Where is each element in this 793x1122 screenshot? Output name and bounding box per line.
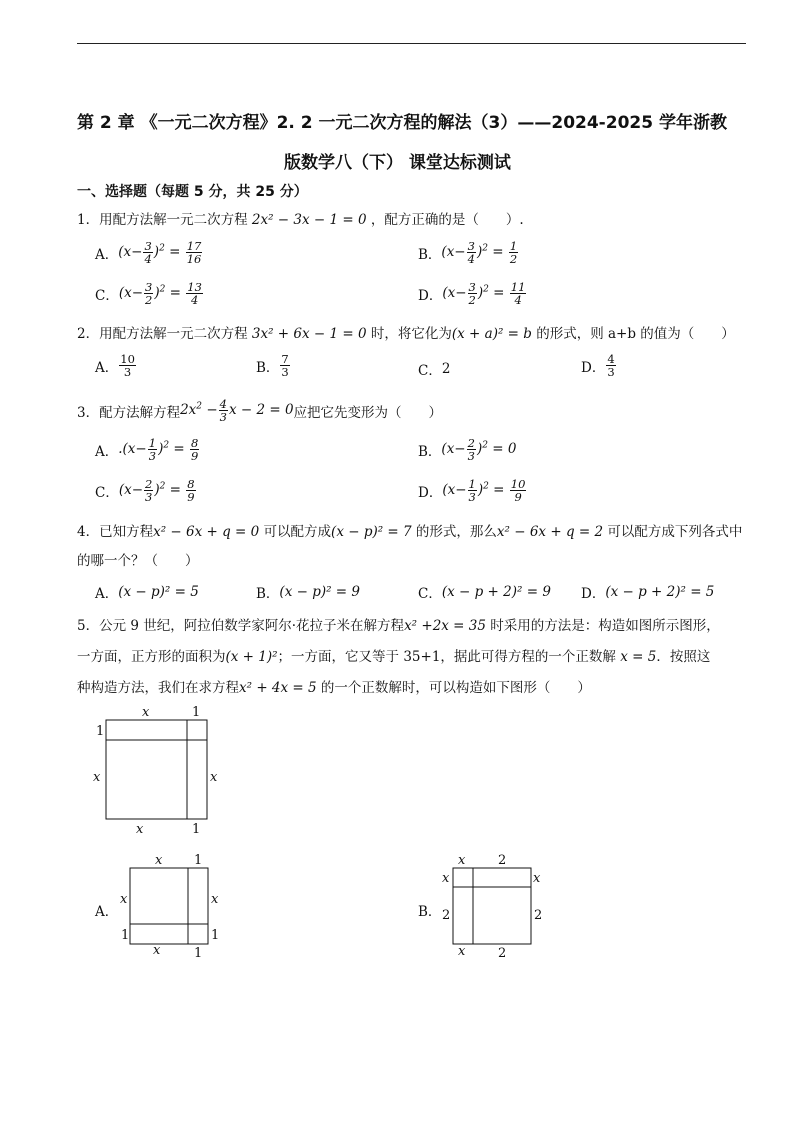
label-1-bottom: 1: [192, 822, 201, 837]
option-label: A．: [95, 904, 119, 920]
label-2-right: 2: [534, 908, 543, 923]
question-text: 的一个正数解时，可以构造如下图形（ ）: [316, 680, 591, 696]
question-text: 已知方程: [99, 524, 154, 540]
option-expression: (x − p)² = 9: [279, 584, 360, 600]
equation: (x + 1)²: [225, 649, 278, 665]
question-text: 配方法解方程: [99, 404, 181, 421]
label-2-left: 2: [442, 908, 451, 923]
question-text: 应把它先变形为（ ）: [293, 404, 443, 421]
question-number: 3．: [77, 404, 100, 421]
label-1-bottom: 1: [194, 946, 203, 961]
question-text: 用配方法解一元二次方程: [99, 212, 252, 228]
question-text: 公元 9 世纪，阿拉伯数学家阿尔·花拉子米在解方程: [99, 618, 405, 634]
question-text: ，配方正确的是（ ）.: [366, 212, 524, 228]
question-number: 1．: [77, 212, 100, 228]
question-3-option-b[interactable]: [418, 437, 516, 462]
label-1-top: 1: [192, 705, 201, 720]
label-x-top: x: [142, 705, 150, 720]
equation: 2x² − 3x − 1 = 0: [251, 212, 367, 228]
option-expression: (x− $\frac{3}{4}$ )$^2$ = $\frac{17}{16}$: [118, 239, 202, 266]
page-title-line1: 第 2 章 《一元二次方程》2. 2 一元二次方程的解法（3）——2024-2025 学年浙教: [77, 113, 727, 133]
option-label: D．: [581, 586, 606, 602]
question-number: 5．: [77, 618, 100, 634]
label-2-top: 2: [498, 853, 507, 868]
option-label: A．: [95, 443, 119, 460]
option-expression: (x− $\frac{2}{3}$ )$^2$ = 0: [441, 436, 517, 463]
header-rule: [77, 43, 746, 44]
option-expression: $\frac{7}{3}$: [281, 352, 289, 379]
option-expression: (x− $\frac{3}{2}$ )$^2$ = $\frac{11}{4}$: [442, 280, 526, 307]
target-form: (x + a)² = b: [451, 326, 532, 342]
option-expression: (x− $\frac{3}{2}$ )$^2$ = $\frac{13}{4}$: [118, 280, 202, 307]
question-1-option-a[interactable]: [95, 240, 203, 265]
option-expression: (x− $\frac{3}{4}$ )$^2$ = $\frac{1}{2}$: [441, 239, 518, 266]
question-number: 4．: [77, 524, 100, 540]
question-1-option-d[interactable]: [418, 281, 527, 306]
question-3-option-a[interactable]: [95, 437, 200, 462]
question-text: 的形式，则 a+b 的值为（ ）: [531, 326, 735, 342]
question-1-option-b[interactable]: [418, 240, 519, 265]
option-label: C．: [95, 287, 119, 304]
option-expression: $\frac{4}{3}$: [607, 352, 615, 379]
question-text: 一方面，正方形的面积为: [77, 649, 226, 665]
option-a-figure: [115, 851, 225, 961]
outer-square: [453, 868, 531, 944]
target-form: (x − p)² = 7: [331, 524, 412, 540]
question-3-option-d[interactable]: [418, 478, 527, 503]
option-expression: (x − p)² = 5: [118, 584, 199, 600]
question-2-option-b[interactable]: [256, 353, 291, 378]
question-3-stem: [77, 398, 442, 423]
option-label: D．: [418, 287, 443, 304]
label-x-right: x: [211, 892, 219, 907]
label-x-right: x: [533, 871, 541, 886]
label-x-bottom: x: [153, 943, 161, 958]
page-title-line2: 版数学八（下） 课堂达标测试: [284, 153, 511, 173]
equation: x² + 4x = 5: [239, 680, 317, 696]
equation: x² +2x = 35: [404, 618, 486, 634]
outer-square: [106, 720, 207, 819]
question-text: 用配方法解一元二次方程: [99, 326, 252, 342]
question-3-option-c[interactable]: [95, 478, 197, 503]
label-x-left: x: [93, 770, 101, 785]
label-x-top: x: [155, 853, 163, 868]
option-expression: (x − p + 2)² = 9: [441, 584, 551, 600]
option-expression: (x− $\frac{2}{3}$ )$^2$ = $\frac{8}{9}$: [118, 477, 195, 504]
question-5-line1: [77, 614, 720, 634]
section-heading: 一、选择题（每题 5 分，共 25 分）: [77, 184, 308, 200]
label-1-left: 1: [121, 928, 130, 943]
question-2-stem: [77, 322, 735, 342]
option-label: B．: [256, 359, 280, 376]
option-b-figure: [438, 851, 550, 963]
option-label: C．: [418, 363, 442, 379]
option-expression: (x− $\frac{1}{3}$ )$^2$ = $\frac{10}{9}$: [442, 477, 526, 504]
option-label: B．: [418, 443, 442, 460]
question-text: 可以配方成: [259, 524, 332, 540]
label-x-bottom: x: [136, 822, 144, 837]
question-1-option-c[interactable]: [95, 281, 204, 306]
question-2-option-d[interactable]: [581, 353, 617, 378]
question-text: 可以配方成下列各式中: [603, 524, 743, 540]
question-4-option-c[interactable]: [418, 582, 551, 602]
label-2-bottom: 2: [498, 946, 507, 961]
option-label: C．: [95, 484, 119, 501]
option-label: B．: [256, 586, 280, 602]
question-text: 时，将它化为: [366, 326, 452, 342]
option-label: D．: [418, 484, 443, 501]
question-2-option-c[interactable]: [418, 359, 450, 379]
question-1-stem: [77, 208, 524, 228]
option-expression: (x − p + 2)² = 5: [605, 584, 715, 600]
question-text: ；一方面，它又等于 35+1，据此可得方程的一个正数解: [277, 649, 621, 665]
label-x-right: x: [210, 770, 218, 785]
label-1-top: 1: [194, 853, 203, 868]
question-5-line2: [77, 645, 710, 665]
equation-2: x² − 6x + q = 2: [496, 524, 604, 540]
question-4-stem-line2: 的哪一个？（ ）: [77, 553, 199, 569]
question-text: 时采用的方法是：构造如图所示图形，: [485, 618, 720, 634]
label-x-top: x: [458, 853, 466, 868]
option-label: B．: [418, 904, 442, 920]
question-text: ．按照这: [656, 649, 711, 665]
option-expression: $\frac{10}{3}$: [120, 352, 135, 379]
question-4-option-b[interactable]: [256, 582, 360, 602]
question-5-line3: [77, 676, 591, 696]
label-1-left: 1: [96, 724, 105, 739]
question-4-option-d[interactable]: [581, 582, 714, 602]
label-x-bottom: x: [458, 944, 466, 959]
option-label: A．: [95, 586, 119, 602]
equation: 3x² + 6x − 1 = 0: [251, 326, 367, 342]
option-label: C．: [418, 586, 442, 602]
option-expression: 2: [441, 361, 451, 377]
equation: x = 5: [620, 649, 657, 665]
equation: x² − 6x + q = 0: [153, 524, 260, 540]
label-1-right: 1: [211, 928, 220, 943]
question-text: 的形式，那么: [411, 524, 497, 540]
option-expression: .(x− $\frac{1}{3}$ )$^2$ = $\frac{8}{9}$: [118, 436, 199, 463]
question-number: 2．: [77, 326, 100, 342]
label-x-left: x: [120, 892, 128, 907]
question-2-option-a[interactable]: [95, 353, 137, 378]
equation: $2x^2$ − $\frac{4}{3}$ x − 2 = 0: [180, 397, 294, 424]
option-label: D．: [581, 359, 606, 376]
option-label: A．: [95, 359, 119, 376]
question-4-option-a[interactable]: [95, 582, 199, 602]
option-label: A．: [95, 246, 119, 263]
outer-square: [130, 868, 208, 944]
question-4-stem-line1: [77, 520, 742, 540]
option-label: B．: [418, 246, 442, 263]
label-x-left: x: [442, 871, 450, 886]
question-text: 种构造方法，我们在求方程: [77, 680, 239, 696]
reference-square-figure: [90, 702, 230, 840]
